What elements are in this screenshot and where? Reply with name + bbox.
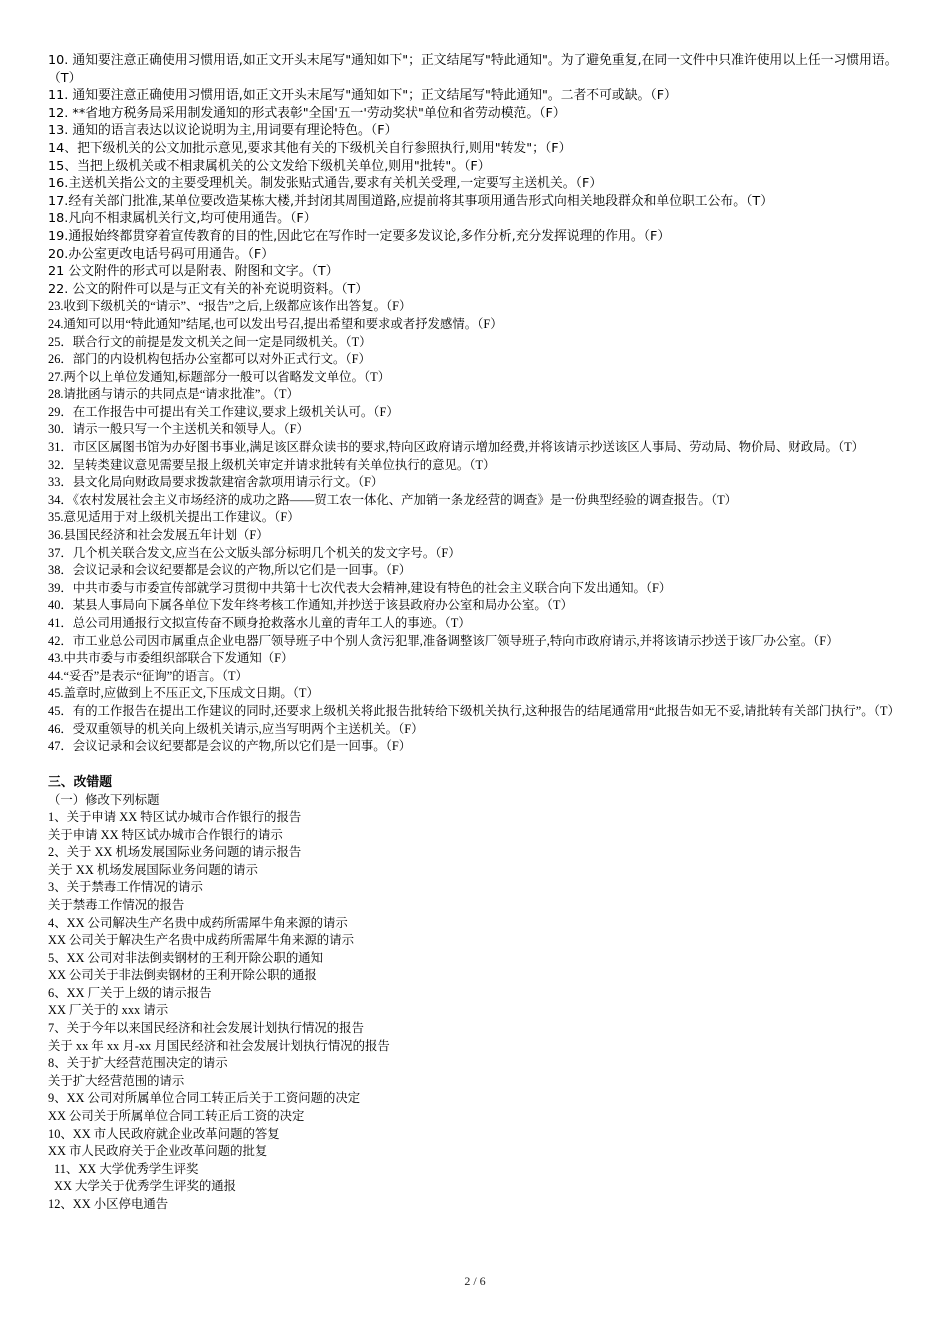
title-correction-line: 12、XX 小区停电通告 <box>48 1197 169 1211</box>
title-correction-line: 7、关于今年以来国民经济和社会发展计划执行情况的报告 <box>48 1021 364 1036</box>
judgement-item: 21 公文附件的形式可以是附表、附图和文字。（T） <box>48 264 339 280</box>
judgement-item: 18.凡向不相隶属机关行文,均可使用通告。（F） <box>48 211 317 227</box>
title-correction-line: 5、XX 公司对非法倒卖钢材的王利开除公职的通知 <box>48 950 324 965</box>
title-correction-line: 4、XX 公司解决生产名贵中成药所需犀牛角来源的请示 <box>48 915 348 930</box>
judgement-item: 12. **省地方税务局采用制发通知的形式表彰"全国'五一'劳动奖状"单位和省劳动模范。（F） <box>48 105 566 121</box>
judgement-item: 27.两个以上单位发通知,标题部分一般可以省略发文单位。（T） <box>48 369 391 384</box>
judgement-item: 16.主送机关指公文的主要受理机关。制发张贴式通告,要求有关机关受理,一定要写主送机关。（F） <box>48 176 603 192</box>
judgement-item: 42．市工业总公司因市属重点企业电器厂领导班子中个别人贪污犯罪,准备调整该厂领导班子,特向市政府请示,并将该请示抄送于该厂办公室。（F） <box>48 633 839 648</box>
title-correction-line: XX 大学关于优秀学生评奖的通报 <box>54 1179 237 1194</box>
section-gap <box>48 756 906 774</box>
judgement-item: 34．《农村发展社会主义市场经济的成功之路——贸工农一体化、产加销一条龙经营的调查》是一份典型经验的调查报告。（T） <box>48 492 738 507</box>
judgement-item: 31．市区区属图书馆为办好图书事业,满足该区群众读书的要求,特向区政府请示增加经费,并将该请示抄送该区人事局、劳动局、物价局、财政局。（T） <box>48 440 865 455</box>
judgement-item: 20.办公室更改电话号码可用通告。（F） <box>48 246 275 262</box>
judgement-item: 45．有的工作报告在提出工作建议的同时,还要求上级机关将此报告批转给下级机关执行,这种报告的结尾通常用“此报告如无不妥,请批转有关部门执行”。（T） <box>48 703 900 718</box>
title-correction-line: XX 公司关于所属单位合同工转正后工资的决定 <box>48 1109 305 1124</box>
judgement-item: 19.通报始终都贯穿着宣传教育的目的性,因此它在写作时一定要多发议论,多作分析,充分发挥说理的作用。（F） <box>48 228 671 244</box>
judgement-item: 26．部门的内设机构包括办公室都可以对外正式行文。（F） <box>48 352 371 367</box>
judgement-item: 46．受双重领导的机关向上级机关请示,应当写明两个主送机关。（F） <box>48 721 424 736</box>
judgement-item: 36.县国民经济和社会发展五年计划（F） <box>48 528 269 543</box>
judgement-item: 32．呈转类建议意见需要呈报上级机关审定并请求批转有关单位执行的意见。（T） <box>48 457 496 472</box>
title-correction-line: XX 市人民政府关于企业改革问题的批复 <box>48 1144 268 1159</box>
judgement-item: 40．某县人事局向下属各单位下发年终考核工作通知,并抄送于该县政府办公室和局办公室。（T） <box>48 598 573 613</box>
judgement-item: 24.通知可以用“特此通知”结尾,也可以发出号召,提出希望和要求或者抒发感情。（F） <box>48 316 503 331</box>
judgement-item: 43.中共市委与市委组织部联合下发通知（F） <box>48 651 294 666</box>
judgement-item: 47．会议记录和会议纪要都是会议的产物,所以它们是一回事。（F） <box>48 739 412 754</box>
judgement-item: 38．会议记录和会议纪要都是会议的产物,所以它们是一回事。（F） <box>48 563 412 578</box>
judgement-item: 41．总公司用通报行文拟宣传奋不顾身抢救落水儿童的青年工人的事迹。（T） <box>48 616 471 630</box>
judgement-item: 28.请批函与请示的共同点是“请求批准”。（T） <box>48 387 299 402</box>
judgement-item: 30．请示一般只写一个主送机关和领导人。（F） <box>48 422 309 437</box>
title-correction-list <box>48 809 906 1214</box>
title-correction-line: XX 公司关于非法倒卖钢材的王利开除公职的通报 <box>48 968 317 983</box>
page-number: 2 / 6 <box>464 1274 486 1288</box>
judgement-item: 13. 通知的语言表达以议论说明为主,用词要有理论特色。（F） <box>48 123 398 139</box>
title-correction-line: 8、关于扩大经营范围决定的请示 <box>48 1056 228 1071</box>
judgement-item: 33．县文化局向财政局要求拨款建宿舍款项用请示行文。（F） <box>48 475 384 490</box>
judgement-item: 22. 公文的附件可以是与正文有关的补充说明资料。（T） <box>48 281 369 297</box>
title-correction-line: 11、XX 大学优秀学生评奖 <box>54 1161 199 1176</box>
judgement-item: 15、当把上级机关或不相隶属机关的公文发给下级机关单位,则用"批转"。（F） <box>48 158 491 174</box>
judgement-item: 11. 通知要注意正确使用习惯用语,如正文开头末尾写"通知如下"；正文结尾写"特此通知"。二者不可或缺。（F） <box>48 88 677 104</box>
judgement-item: 37．几个机关联合发文,应当在公文版头部分标明几个机关的发文字号。（F） <box>48 545 461 560</box>
title-correction-line: 2、关于 XX 机场发展国际业务问题的请示报告 <box>48 845 302 860</box>
judgement-item: 10. 通知要注意正确使用习惯用语,如正文开头末尾写"通知如下"；正文结尾写"特此通知"。为了避免重复,在同一文件中只准许使用以上任一习惯用语。（T） <box>48 53 898 86</box>
title-correction-line: 关于禁毒工作情况的报告 <box>48 897 185 912</box>
judgement-item: 25．联合行文的前提是发文机关之间一定是同级机关。（T） <box>48 334 372 349</box>
judgement-item: 23.收到下级机关的“请示”、“报告”之后,上级都应该作出答复。（F） <box>48 299 412 314</box>
title-correction-line: 10、XX 市人民政府就企业改革问题的答复 <box>48 1126 280 1141</box>
title-correction-line: 3、关于禁毒工作情况的请示 <box>48 880 203 895</box>
title-correction-line: 关于扩大经营范围的请示 <box>48 1073 185 1088</box>
section-title: 三、改错题 <box>48 774 112 790</box>
judgement-question-list <box>48 52 906 756</box>
judgement-item: 35.意见适用于对上级机关提出工作建议。（F） <box>48 510 300 525</box>
title-correction-line: XX 厂关于的 xxx 请示 <box>48 1003 169 1018</box>
section-subtitle: （一）修改下列标题 <box>48 792 160 808</box>
judgement-item: 17.经有关部门批准,某单位要改造某栋大楼,并封闭其周围道路,应提前将其事项用通告形式向相关地段群众和单位职工公布。（T） <box>48 193 774 209</box>
judgement-item: 29．在工作报告中可提出有关工作建议,要求上级机关认可。（F） <box>48 404 399 419</box>
title-correction-line: 关于申请 XX 特区试办城市合作银行的请示 <box>48 827 283 842</box>
judgement-item: 44.“妥否”是表示“征询”的语言。（T） <box>48 668 248 683</box>
title-correction-line: 1、关于申请 XX 特区试办城市合作银行的报告 <box>48 809 302 824</box>
title-correction-line: XX 公司关于解决生产名贵中成药所需犀牛角来源的请示 <box>48 933 354 948</box>
title-correction-line: 6、XX 厂关于上级的请示报告 <box>48 985 212 1000</box>
judgement-item: 14、把下级机关的公文加批示意见,要求其他有关的下级机关自行参照执行,则用"转发"；（F） <box>48 140 572 156</box>
title-correction-line: 关于 XX 机场发展国际业务问题的请示 <box>48 862 258 877</box>
judgement-item: 45.盖章时,应做到上不压正文,下压成文日期。（T） <box>48 686 319 701</box>
title-correction-line: 9、XX 公司对所属单位合同工转正后关于工资问题的决定 <box>48 1091 361 1106</box>
title-correction-line: 关于 xx 年 xx 月-xx 月国民经济和社会发展计划执行情况的报告 <box>48 1038 390 1053</box>
judgement-item: 39．中共市委与市委宣传部就学习贯彻中共第十七次代表大会精神,建设有特色的社会主义联合向下发出通知。（F） <box>48 580 672 595</box>
